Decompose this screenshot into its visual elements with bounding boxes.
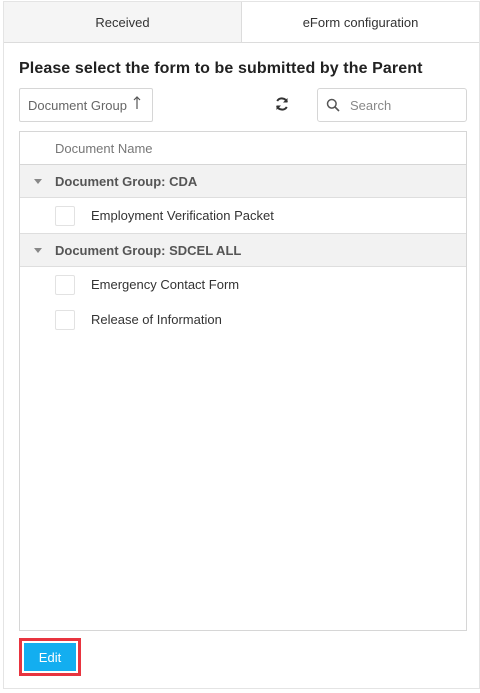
document-name: Employment Verification Packet — [91, 208, 274, 223]
group-title: Document Group: SDCEL ALL — [55, 242, 242, 258]
page-title: Please select the form to be submitted by the Parent — [19, 60, 423, 77]
group-title: Document Group: CDA — [55, 173, 198, 189]
row-checkbox[interactable] — [55, 206, 75, 226]
refresh-icon[interactable] — [272, 94, 292, 114]
group-row-cda[interactable] — [20, 165, 466, 198]
row-checkbox[interactable] — [55, 275, 75, 295]
column-header-document-name[interactable]: Document Name — [20, 132, 466, 165]
list-item — [20, 198, 466, 233]
document-grid — [19, 131, 467, 631]
group-row-sdcel-all[interactable] — [20, 234, 466, 267]
search-input[interactable] — [350, 98, 450, 113]
search-icon — [326, 97, 342, 113]
document-name: Emergency Contact Form — [91, 277, 240, 292]
group-by-label: Document Group — [28, 97, 127, 113]
list-item — [20, 267, 466, 302]
sort-up-arrow-icon[interactable] — [133, 96, 141, 114]
tab-eform-configuration[interactable]: eForm configuration — [242, 2, 479, 42]
eform-panel — [3, 1, 480, 689]
caret-down-icon[interactable] — [20, 179, 55, 184]
edit-button[interactable]: Edit — [24, 643, 76, 671]
tab-received[interactable]: Received — [4, 2, 242, 42]
list-item — [20, 302, 466, 337]
tab-strip — [4, 2, 479, 43]
group-by-chip[interactable] — [19, 88, 153, 122]
document-name: Release of Information — [91, 312, 222, 327]
search-box — [317, 88, 467, 122]
row-checkbox[interactable] — [55, 310, 75, 330]
caret-down-icon[interactable] — [20, 248, 55, 253]
edit-highlight — [19, 638, 81, 676]
